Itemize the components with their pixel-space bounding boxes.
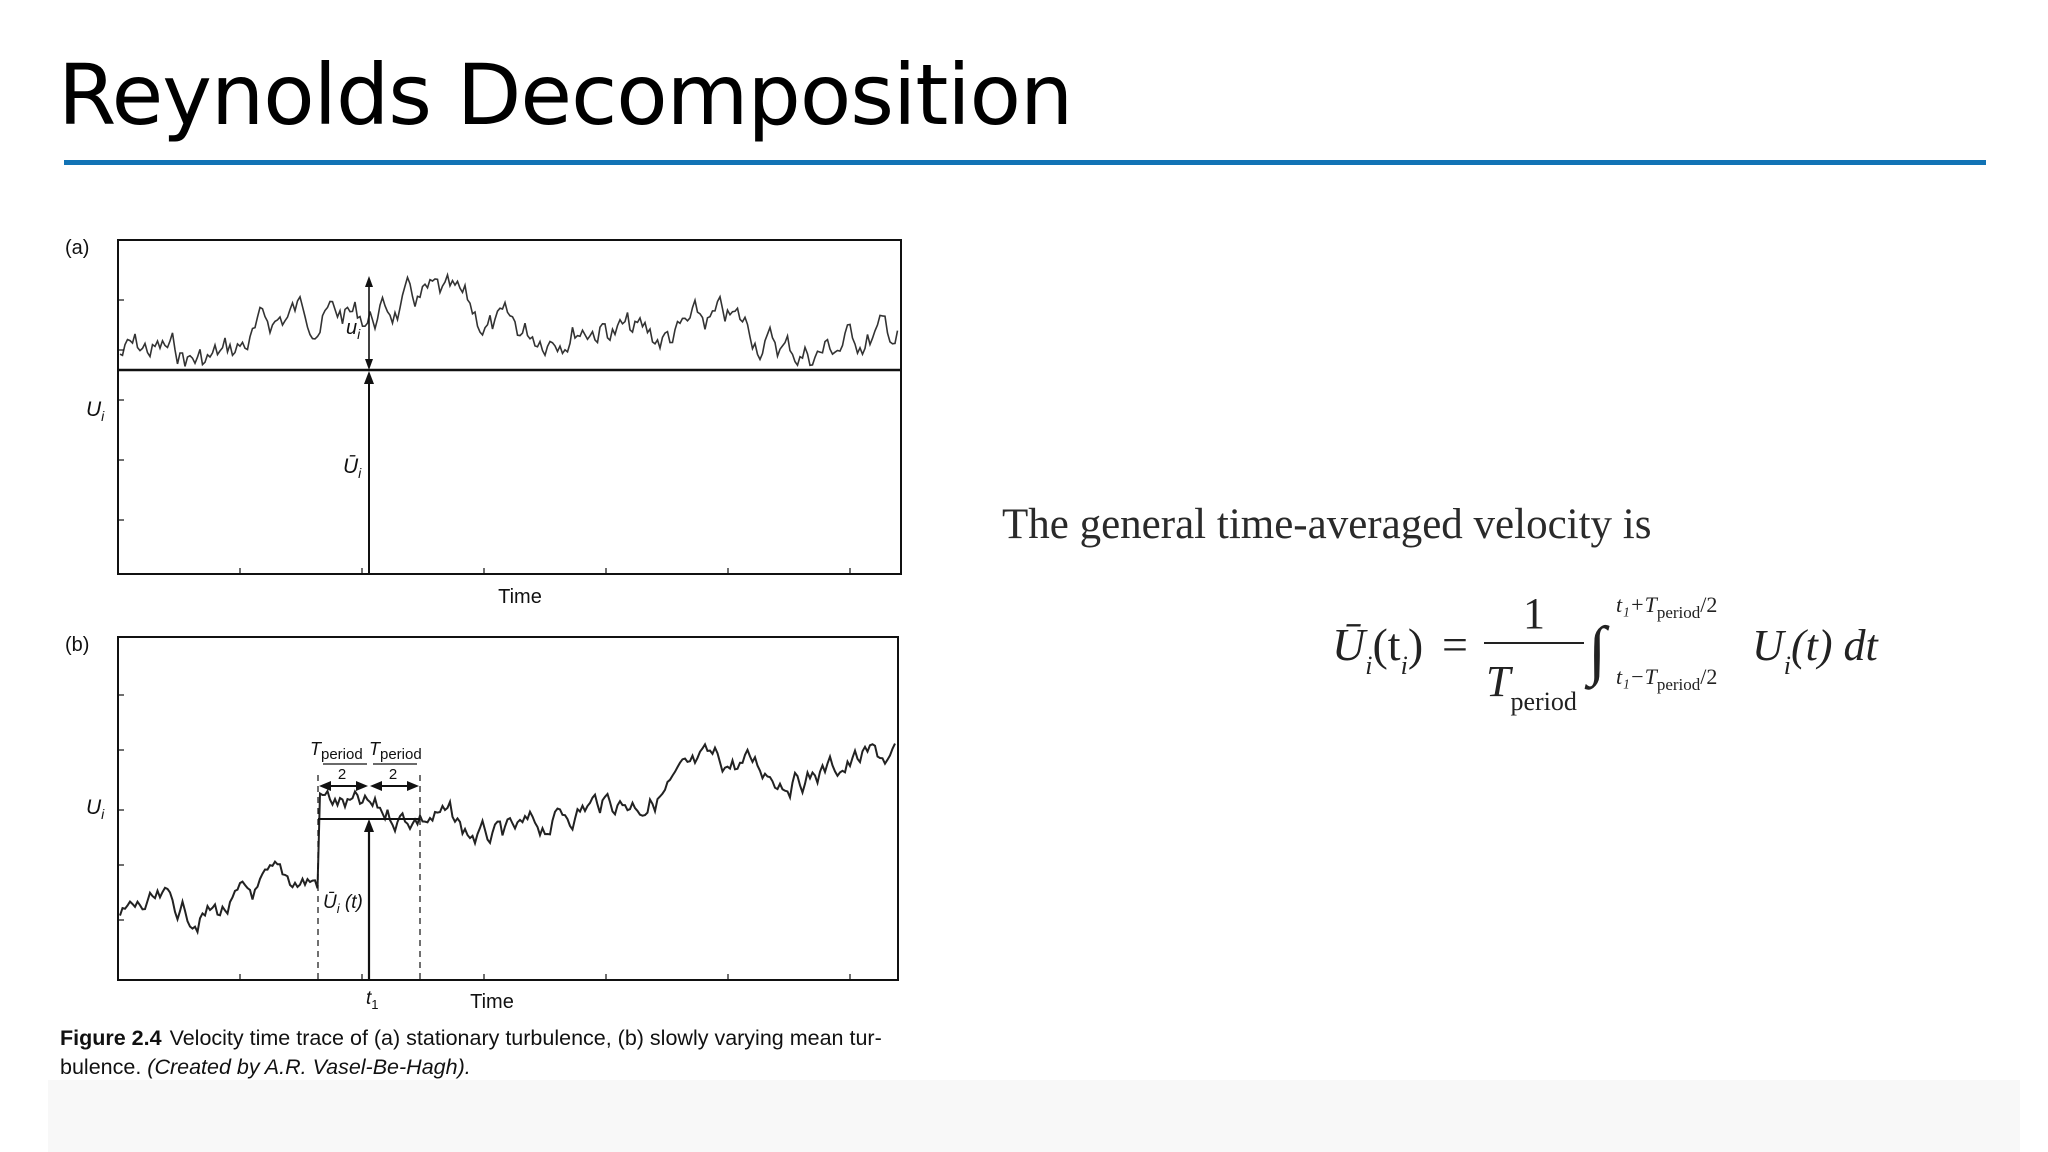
half-period-arrowhead-left-b bbox=[356, 781, 368, 791]
eq-integral: ∫ bbox=[1588, 614, 1607, 687]
panel-a-velocity-trace bbox=[120, 275, 898, 367]
svg-text:2: 2 bbox=[337, 766, 347, 783]
footer-band bbox=[48, 1080, 2020, 1152]
svg-text:2: 2 bbox=[388, 766, 398, 783]
half-period-arrowhead-left-a bbox=[319, 781, 331, 791]
panel-a-fluct-arrowhead-top bbox=[365, 276, 373, 287]
panel-b-x-label: Time bbox=[470, 991, 514, 1013]
eq-equals: = bbox=[1442, 619, 1468, 670]
time-average-equation bbox=[1320, 580, 1920, 720]
panel-a bbox=[65, 237, 901, 608]
t1-arrowhead bbox=[364, 819, 374, 832]
eq-lhs: $Ū_i(t_i)$ bbox=[1332, 619, 1424, 680]
half-period-label-right bbox=[369, 739, 422, 783]
panel-a-mean-arrowhead bbox=[364, 371, 374, 384]
velocity-trace-figure bbox=[40, 220, 920, 1020]
eq-upper-limit: $t_1+T_{period}/2$ bbox=[1616, 592, 1718, 622]
panel-b-mean-label: $Ū_i$ (t) bbox=[323, 892, 363, 916]
panel-b-frame bbox=[118, 637, 898, 980]
eq-frac-num: 1 bbox=[1523, 589, 1545, 638]
panel-a-fluct-arrowhead-bottom bbox=[365, 359, 373, 370]
panel-b-ticks bbox=[118, 695, 850, 980]
figure-credit: (Created by A.R. Vasel-Be-Hagh). bbox=[147, 1055, 471, 1079]
half-period-arrowhead-right-a bbox=[370, 781, 382, 791]
half-period-arrowhead-right-b bbox=[407, 781, 419, 791]
panel-b-label: (b) bbox=[65, 634, 90, 656]
eq-frac-den: $T_{period}$ bbox=[1486, 657, 1577, 716]
eq-integrand: $U_i(t)$ dt bbox=[1752, 621, 1878, 680]
title-underline bbox=[64, 160, 1986, 165]
panel-a-fluct-label: $u_i$ bbox=[346, 317, 361, 342]
figure-caption bbox=[60, 1024, 940, 1082]
svg-text:Tperiod: $T_{period}$ bbox=[369, 739, 422, 763]
panel-b-velocity-trace bbox=[120, 744, 895, 932]
panel-a-mean-label: $Ū_i$ bbox=[343, 455, 362, 481]
panel-a-frame bbox=[118, 240, 901, 574]
panel-a-y-label: $U_i$ bbox=[86, 398, 105, 424]
slide-title: Reynolds Decomposition bbox=[58, 46, 1073, 144]
figure-caption-text: Velocity time trace of (a) stationary turbulence, (b) slowly varying mean tur-bulence. bbox=[60, 1026, 882, 1079]
panel-a-label: (a) bbox=[65, 237, 90, 259]
figure-label: Figure 2.4 bbox=[60, 1026, 162, 1050]
panel-b-y-label: $U_i$ bbox=[86, 796, 105, 822]
panel-a-x-label: Time bbox=[498, 586, 542, 608]
eq-lower-limit: $t_1-T_{period}/2$ bbox=[1616, 664, 1718, 694]
panel-b bbox=[65, 634, 898, 1013]
svg-text:Tperiod: $T_{period}$ bbox=[310, 739, 363, 763]
t1-label: $t_1$ bbox=[366, 988, 379, 1012]
equation-intro: The general time-averaged velocity is bbox=[1002, 501, 1652, 548]
panel-a-ticks bbox=[118, 300, 850, 574]
